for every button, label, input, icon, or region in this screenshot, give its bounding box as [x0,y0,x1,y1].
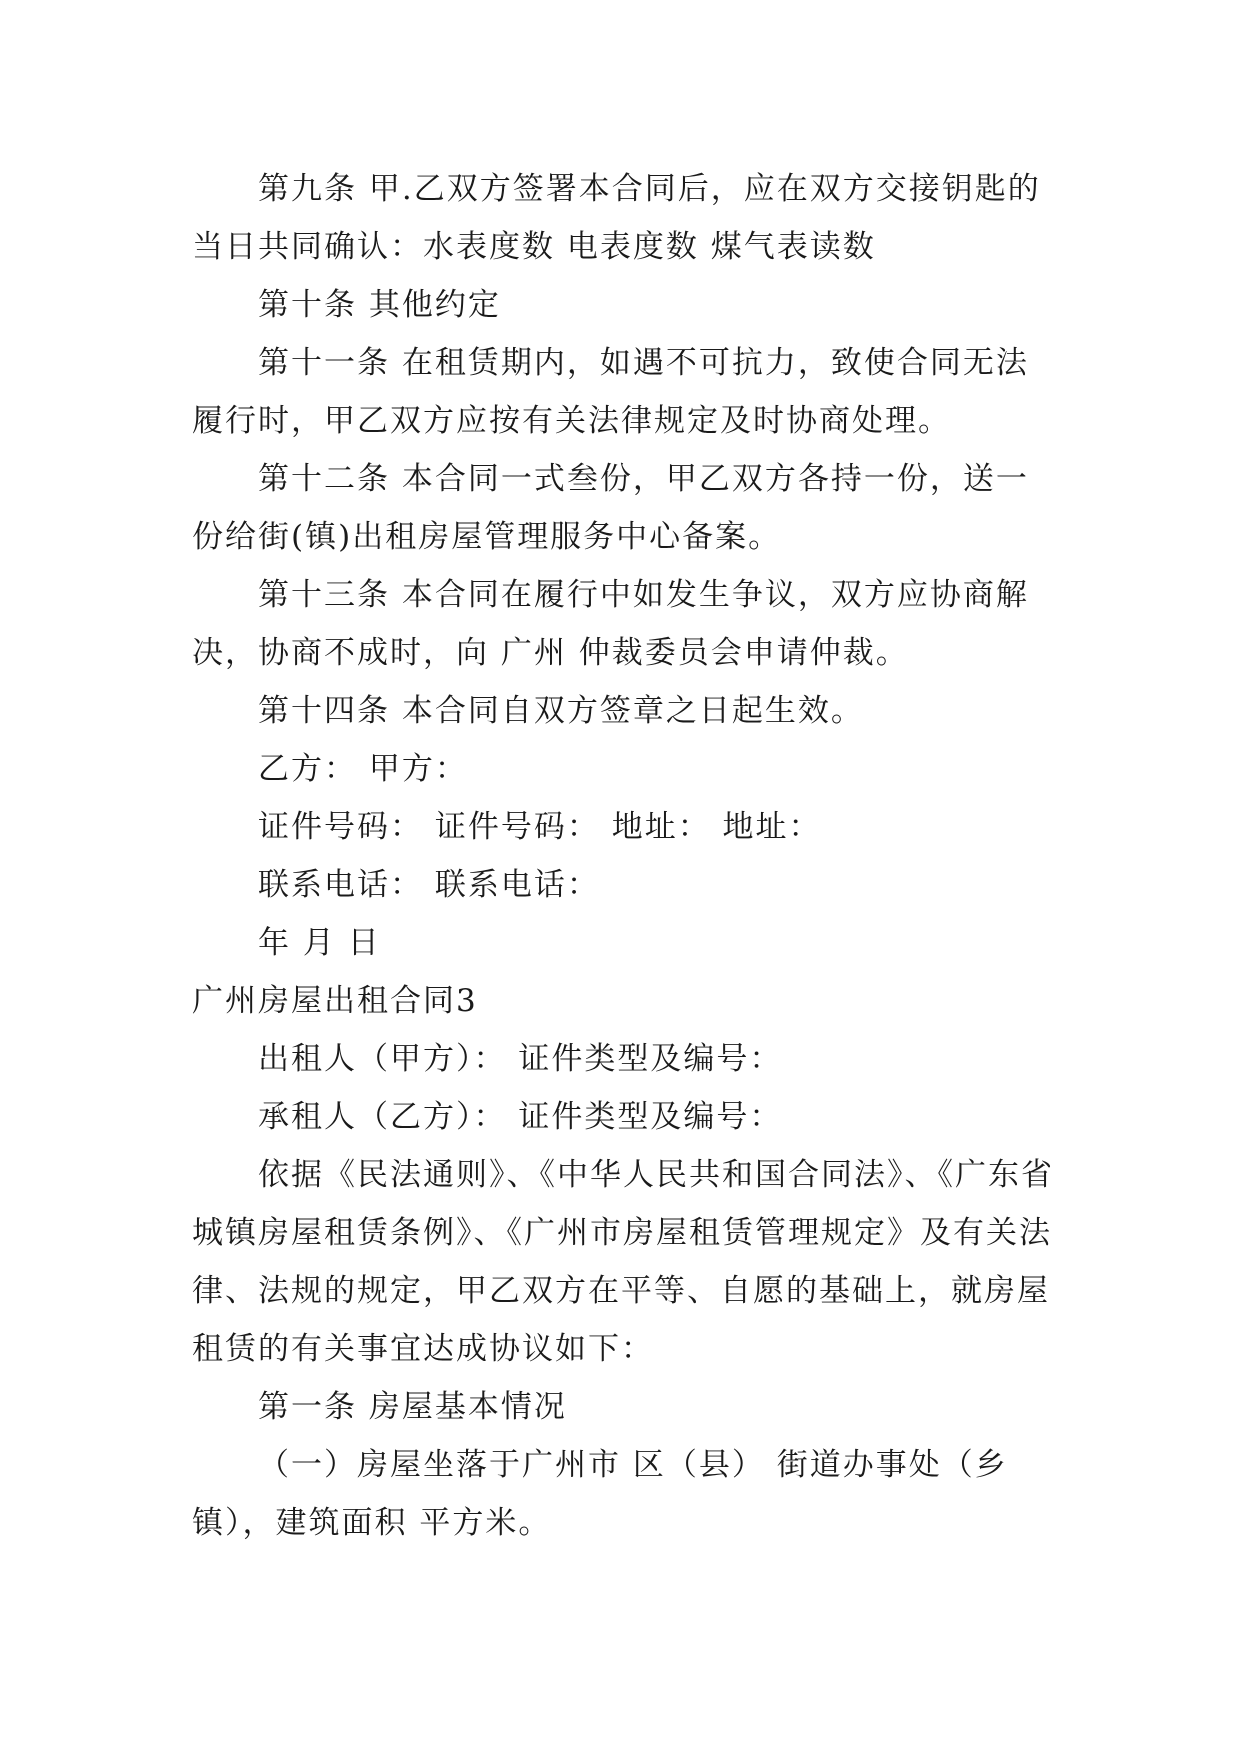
document-line: 出租人（甲方）： 证件类型及编号： [258,1041,783,1077]
document-line: 城镇房屋租赁条例》、《广州市房屋租赁管理规定》及有关法 [192,1215,1052,1251]
document-line: 承租人（乙方）： 证件类型及编号： [258,1099,783,1135]
document-line: 第十二条 本合同一式叁份，甲乙双方各持一份，送一 [258,461,1029,497]
document-line: 第十四条 本合同自双方签章之日起生效。 [258,693,864,729]
document-line: 依据《民法通则》、《中华人民共和国合同法》、《广东省 [258,1157,1054,1193]
document-line: 租赁的有关事宜达成协议如下： [192,1331,654,1367]
document-line: 当日共同确认：水表度数 电表度数 煤气表读数 [192,229,876,265]
document-line: 第九条 甲.乙双方签署本合同后，应在双方交接钥匙的 [258,171,1041,207]
document-line: 第十三条 本合同在履行中如发生争议，双方应协商解 [258,577,1029,613]
document-line: 广州房屋出租合同3 [192,983,478,1019]
document-line: 履行时，甲乙双方应按有关法律规定及时协商处理。 [192,403,951,439]
document-line: 年 月 日 [258,925,381,961]
document-line: （一）房屋坐落于广州市 区（县） 街道办事处（乡 [258,1447,1008,1483]
document-line: 第十条 其他约定 [258,287,501,323]
document-line: 第一条 房屋基本情况 [258,1389,567,1425]
document-line: 镇），建筑面积 平方米。 [192,1505,552,1541]
document-line: 份给街(镇)出租房屋管理服务中心备案。 [192,519,782,555]
document-line: 联系电话： 联系电话： [258,867,600,903]
document-line: 决，协商不成时，向 广州 仲裁委员会申请仲裁。 [192,635,909,671]
document-line: 第十一条 在租赁期内，如遇不可抗力，致使合同无法 [258,345,1029,381]
document-page [192,160,1052,1552]
document-line: 证件号码： 证件号码： 地址： 地址： [258,809,822,845]
document-line: 乙方： 甲方： [258,751,468,787]
document-line: 律、法规的规定，甲乙双方在平等、自愿的基础上，就房屋 [192,1273,1050,1309]
